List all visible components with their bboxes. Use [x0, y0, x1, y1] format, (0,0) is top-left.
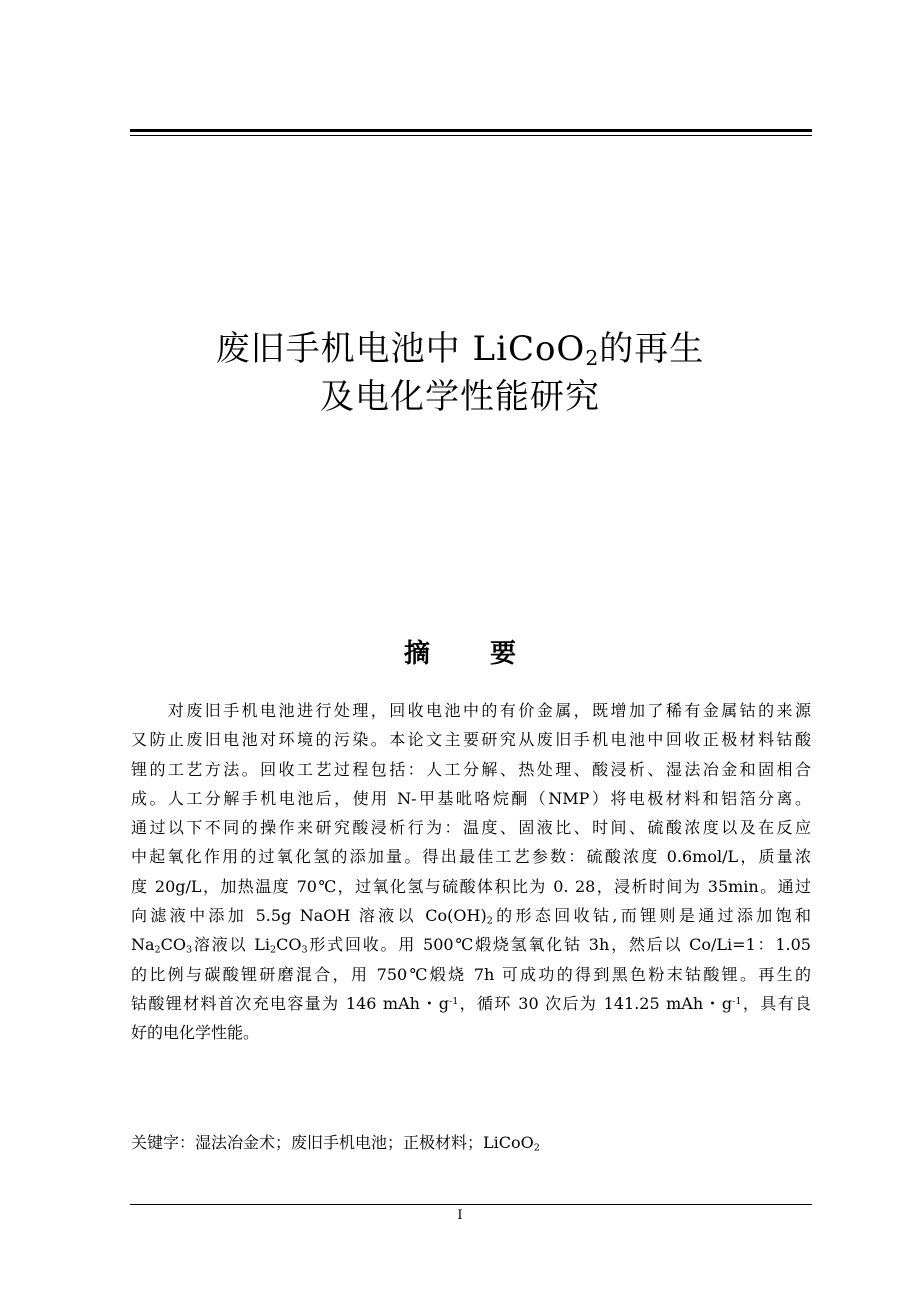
document-title-line-2: 及电化学性能研究 — [320, 377, 600, 417]
abstract-line: 中起氧化作用的过氧化氢的添加量。得出最佳工艺参数：硫酸浓度 0.6mol/L，质量浓 — [131, 847, 811, 867]
abstract-heading: 摘 要 — [403, 639, 517, 669]
page-number: I — [457, 1208, 463, 1223]
abstract-line: 锂的工艺方法。回收工艺过程包括：人工分解、热处理、酸浸析、湿法冶金和固相合 — [131, 759, 811, 779]
abstract-line: 又防止废旧电池对环境的污染。本论文主要研究从废旧手机电池中回收正极材料钴酸 — [131, 730, 811, 750]
footer-rule — [130, 1204, 812, 1205]
abstract-line: 对废旧手机电池进行处理，回收电池中的有价金属，既增加了稀有金属钴的来源 — [131, 701, 811, 720]
abstract-body — [131, 696, 811, 1048]
abstract-line: 成。人工分解手机电池后，使用 N-甲基吡咯烷酮（NMP）将电极材料和铝箔分离。 — [131, 788, 811, 808]
abstract-line: 的比例与碳酸锂研磨混合，用 750℃煅烧 7h 可成功的得到黑色粉末钴酸锂。再生的 — [131, 964, 811, 984]
abstract-line: 向滤液中添加 5.5g NaOH 溶液以 $Co(OH)_2$的形态回收钴,而锂则是通过添加饱和 — [131, 906, 811, 927]
abstract-line: 好的电化学性能。 — [131, 1023, 260, 1043]
header-rule-thick — [130, 129, 812, 132]
header-rule-thin — [130, 135, 812, 136]
abstract-line: 通过以下不同的操作来研究酸浸析行为：温度、固液比、时间、硫酸浓度以及在反应 — [131, 818, 811, 838]
abstract-line: 度 20g/L，加热温度 70℃，过氧化氢与硫酸体积比为 0. 28，浸析时间为 35min。通过 — [131, 876, 811, 896]
document-title-line-1: 废旧手机电池中 LiCoO$_2$的再生 — [215, 329, 705, 371]
abstract-line: 钴酸锂材料首次充电容量为 146 mAh・$g^{-1}$，循环 30 次后为 141.25 mAh・$g^{-1}$，具有良 — [131, 993, 811, 1013]
keywords: 关键字：湿法冶金术；废旧手机电池；正极材料；LiCoO$_2$ — [131, 1133, 540, 1154]
abstract-line: $Na_2CO_3$溶液以 $Li_2CO_3$形式回收。用 500℃煅烧氢氧化钴 3h，然后以 Co/Li=1：1.05 — [131, 935, 811, 956]
